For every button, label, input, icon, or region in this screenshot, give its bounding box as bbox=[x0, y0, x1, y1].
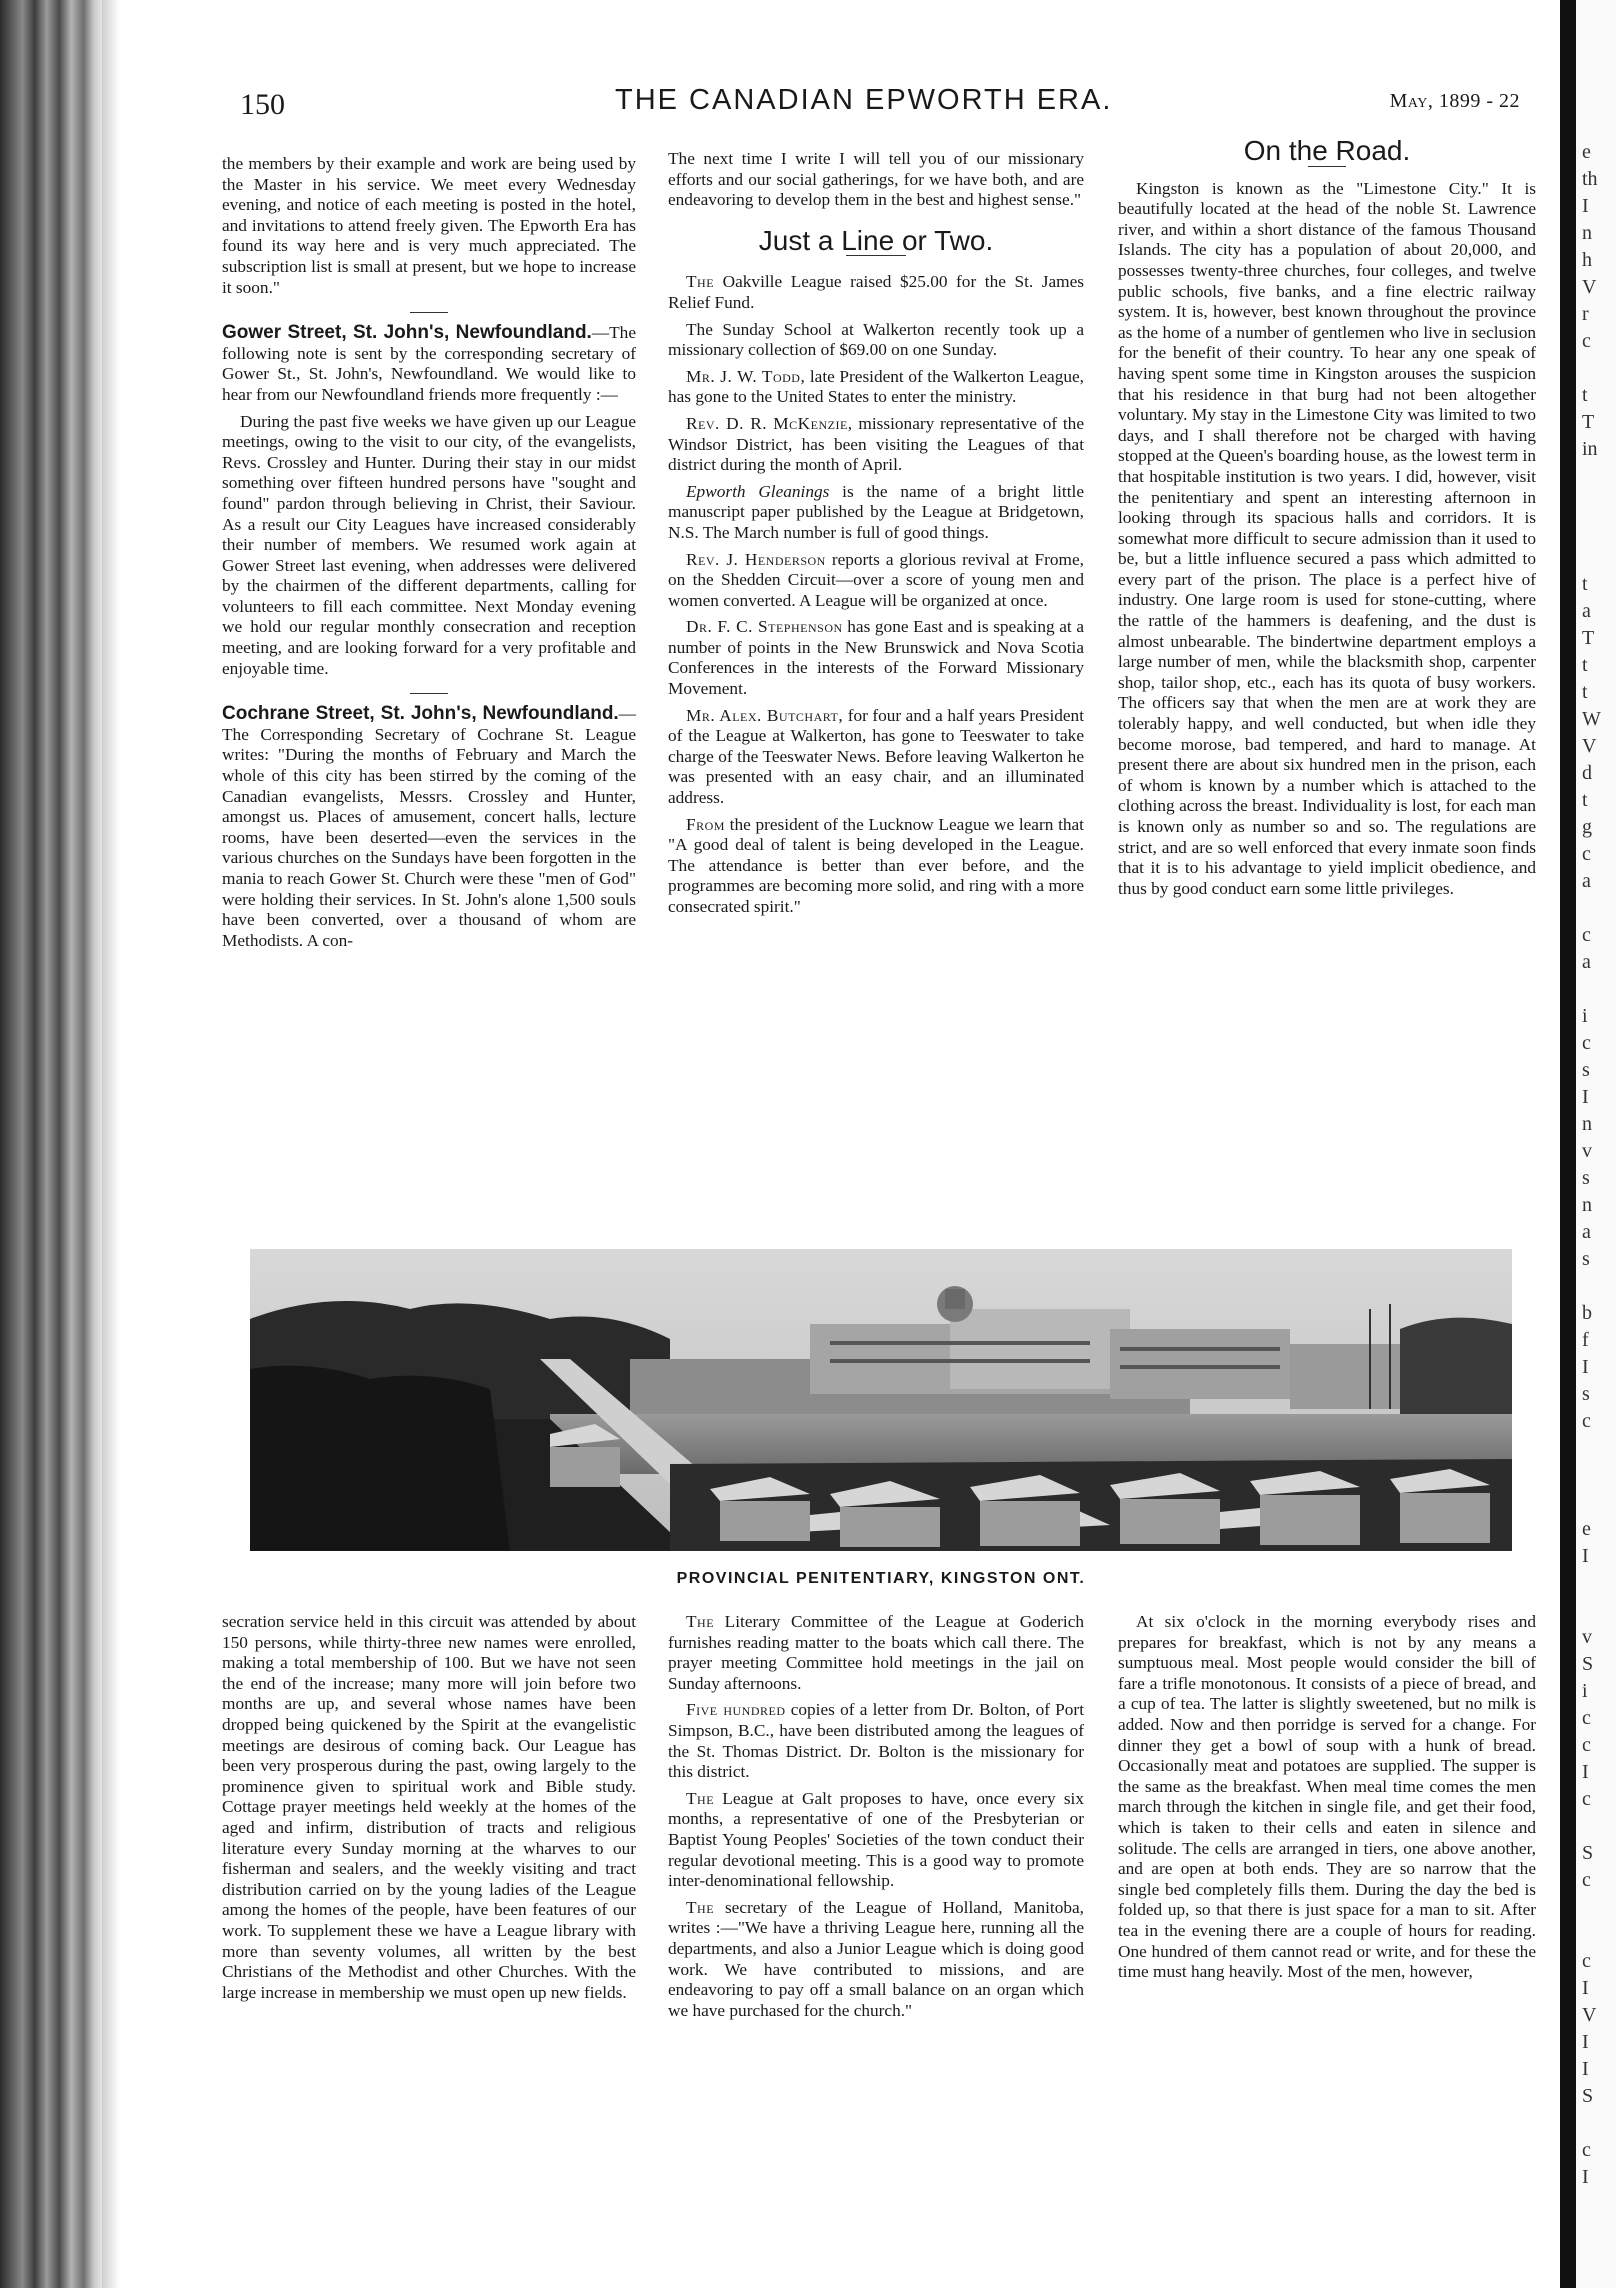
paragraph: the members by their example and work are being used by the Master in his service. We meet every Wednesday evening, and notice of each meeting is posted in the hotel, and invitations to attend freely given. The Epworth Era has found its way here and is very much appreciated. The subscription list is small at present, but we hope to increase it soon." bbox=[222, 154, 636, 297]
news-item-lead: Epworth Gleanings bbox=[686, 481, 830, 501]
next-page-fragment: I bbox=[1582, 1356, 1589, 1378]
next-page-fragment: t bbox=[1582, 384, 1588, 406]
page-shadow bbox=[102, 0, 120, 2288]
next-page-fragment: I bbox=[1582, 2058, 1589, 2080]
paragraph: Kingston is known as the "Limestone City." It is beautifully located at the head of the noble St. Lawrence river, and within a short distance of the famous Thousand Islands. The city has a population of about 20,000, and possesses twenty-three churches, four colleges, and twelve public schools, five banks, and a fine electric railway system. It is, however, best known throughout the province as the home of a number of gentlemen who live in seclusion for the benefit of their country. To hear any one speak of having spent some time in Kingston arouses the suspicion that his residence in that burg had not been altogether voluntary. My stay in the Limestone City was limited to two days, and I shall therefore not be charged with having stopped at the Queen's boarding house, as the lowest term in that hospitable institution is two years. I did, however, visit the penitentiary and spent an interesting afternoon in looking through its spacious halls and corridors. It is somewhat more difficult to secure admission than it used to be, but a little influence secured a pass which admitted to every part of the prison. The place is a perfect hive of industry. One large room is used for stone-cutting, where the rattle of the hammers is deafening, and the dust is almost unbearable. The bindertwine department employs a large number of men, while the blacksmith shop, carpenter shop, tailor shop, etc., each has its quota of busy workers. The officers say that when the men are at work they are tolerably happy, and well conducted, but when idle they become morose, bad tempered, and hard to manage. At present there are about six hundred men in the prison, each of whom is known by a number which is attached to the clothing across the breast. Individuality is lost, for each man is known only as number so and so. The regulations are strict, and are so well enforced that every inmate soon finds that it is to his advantage to yield implicit obedience, and thus by good conduct earn some little privileges. bbox=[1118, 178, 1536, 898]
news-item bbox=[668, 706, 1084, 809]
news-item-text: late President of the Walkerton League, has gone to the United States to enter the ministry. bbox=[668, 366, 1084, 407]
next-page-fragment: c bbox=[1582, 330, 1591, 352]
news-items bbox=[668, 272, 1084, 917]
paragraph: During the past five weeks we have given up our League meetings, owing to the visit to our city, of the evangelists, Revs. Crossley and Hunter. During their stay in our midst something over fifteen hundred persons have "sought and found" pardon through believing in Christ, their Saviour. As a result our City Leagues have increased considerably their number of members. We resumed work again at Gower Street last evening, when addresses were delivered by the chairmen of the different departments, calling for volunteers to fill each committee. Next Monday evening we hold our regular monthly consecration and reception meeting, and are looking forward for a very profitable and enjoyable time. bbox=[222, 411, 636, 678]
penitentiary-photo bbox=[250, 1249, 1512, 1551]
next-page-fragment: s bbox=[1582, 1059, 1590, 1081]
paragraph bbox=[222, 704, 636, 951]
next-page-fragment: v bbox=[1582, 1626, 1592, 1648]
next-page-fragment: c bbox=[1582, 843, 1591, 865]
next-page-fragment: S bbox=[1582, 2085, 1594, 2107]
next-page-fragment: c bbox=[1582, 1950, 1591, 1972]
news-item-lead: The bbox=[686, 1897, 715, 1917]
next-page-fragment: t bbox=[1582, 573, 1588, 595]
news-item-text: Literary Committee of the League at Goderich furnishes reading matter to the boats which call there. The prayer meeting Committee hold meetings in the jail on Sunday afternoons. bbox=[668, 1612, 1084, 1693]
news-item-lead: Rev. J. Henderson bbox=[686, 549, 826, 569]
news-item-lead: Dr. F. C. Stephenson bbox=[686, 617, 843, 637]
next-page-fragment: c bbox=[1582, 1707, 1591, 1729]
news-item-text: The Sunday School at Walkerton recently took up a missionary collection of $69.00 on one Sunday. bbox=[668, 319, 1084, 360]
next-page-fragment: th bbox=[1582, 168, 1598, 190]
next-page-fragment: n bbox=[1582, 222, 1592, 244]
news-item-lead: Five hundred bbox=[686, 1700, 786, 1720]
column-3-bottom bbox=[1118, 1612, 1536, 1989]
news-item-lead: From bbox=[686, 814, 725, 834]
section-title-just-a-line: Just a Line or Two. bbox=[758, 224, 994, 256]
news-item-lead: Mr. J. W. Todd, bbox=[686, 366, 806, 386]
next-page-fragment: c bbox=[1582, 1788, 1591, 1810]
news-item bbox=[668, 1700, 1084, 1782]
next-page-fragment: S bbox=[1582, 1653, 1594, 1675]
next-page-fragment: a bbox=[1582, 951, 1591, 973]
paragraph-text: —The Corresponding Secretary of Cochrane St. League writes: "During the months of February and March the whole of this city has been stirred by the coming of the Canadian evangelists, Messrs. Crossley and Hunter, amongst us. Places of amusement, concert halls, lecture rooms, have been deserted—even the services in the various churches on the Sundays have been forgotten in the mania to reach Gower St. Church were these "men of God" were holding their services. In St. John's alone 1,500 souls have been converted, over a thousand of whom are Methodists. A con- bbox=[222, 704, 636, 950]
news-item bbox=[668, 617, 1084, 699]
news-item bbox=[668, 1898, 1084, 2022]
subheading-gower: Gower Street, St. John's, Newfoundland. bbox=[222, 322, 592, 344]
column-1-bottom bbox=[222, 1612, 636, 2009]
next-page-edge bbox=[1576, 0, 1616, 2288]
news-item-text: missionary representative of the Windsor District, has been visiting the Leagues of that district during the month of April. bbox=[668, 413, 1084, 475]
news-item-text: is the name of a bright little manuscript paper published by the League at Bridgetown, N.S. The March number is full of good things. bbox=[668, 481, 1084, 542]
next-page-fragment: c bbox=[1582, 1734, 1591, 1756]
next-page-fragment: b bbox=[1582, 1302, 1592, 1324]
news-item-lead: Mr. Alex. Butchart, bbox=[686, 705, 844, 725]
news-item-text: the president of the Lucknow League we learn that "A good deal of talent is being developed in the League. The attendance is better than ever before, and the programmes are becoming more solid, and ring with a more consecrated spirit." bbox=[668, 814, 1084, 916]
news-item bbox=[668, 1789, 1084, 1892]
news-item-text: Oakville League raised $25.00 for the St. James Relief Fund. bbox=[668, 272, 1084, 312]
news-item-lead: The bbox=[686, 272, 715, 292]
section-title-on-the-road: On the Road. bbox=[1243, 135, 1411, 166]
news-item bbox=[668, 272, 1084, 313]
photo-image bbox=[250, 1249, 1512, 1551]
news-item-lead: The bbox=[686, 1788, 715, 1808]
next-page-fragment: i bbox=[1582, 1680, 1588, 1702]
news-item-lead: The bbox=[686, 1612, 715, 1631]
next-page-fragment: c bbox=[1582, 1032, 1591, 1054]
next-page-fragment: c bbox=[1582, 2139, 1591, 2161]
next-page-fragment: v bbox=[1582, 1140, 1592, 1162]
next-page-fragment: W bbox=[1582, 708, 1601, 730]
news-items bbox=[668, 1612, 1084, 2021]
next-page-fragment: I bbox=[1582, 195, 1589, 217]
news-item-text: League at Galt proposes to have, once every six months, a representative of one of the Presbyterian or Baptist Young Peoples' Societies of the town conduct their regular devotional meeting. This is a good way to promote inter-denominational fellowship. bbox=[668, 1788, 1084, 1891]
next-page-fragment: S bbox=[1582, 1842, 1594, 1864]
next-page-fragment: r bbox=[1582, 303, 1589, 325]
news-item-lead: Rev. D. R. McKenzie, bbox=[686, 413, 853, 433]
next-page-fragment: d bbox=[1582, 762, 1592, 784]
news-item bbox=[668, 482, 1084, 544]
next-page-fragment: s bbox=[1582, 1167, 1590, 1189]
next-page-fragment: t bbox=[1582, 789, 1588, 811]
paragraph bbox=[222, 323, 636, 405]
next-page-fragment: c bbox=[1582, 1869, 1591, 1891]
column-2-top bbox=[668, 149, 1084, 924]
next-page-fragment: a bbox=[1582, 600, 1591, 622]
subheading-cochrane: Cochrane Street, St. John's, Newfoundland. bbox=[222, 703, 619, 725]
news-item bbox=[668, 414, 1084, 476]
next-page-fragment: s bbox=[1582, 1248, 1590, 1270]
next-page-fragment: I bbox=[1582, 1977, 1589, 1999]
news-item bbox=[668, 367, 1084, 408]
divider bbox=[410, 693, 448, 694]
news-item-text: for four and a half years President of the League at Walkerton, has gone to Teeswater to take charge of the Teeswater News. Before leaving Walkerton he was presented with an easy chair, and an illuminated address. bbox=[668, 705, 1084, 808]
news-item-text: reports a glorious revival at Frome, on the Shedden Circuit—over a score of young men and women converted. A League will be organized at once. bbox=[668, 549, 1084, 610]
next-page-fragment: T bbox=[1582, 627, 1595, 649]
page-gutter bbox=[1560, 0, 1576, 2288]
next-page-fragment: n bbox=[1582, 1113, 1592, 1135]
next-page-fragment: e bbox=[1582, 1518, 1591, 1540]
news-item-text: has gone East and is speaking at a number of points in the New Brunswick and Nova Scotia Conferences in the interests of the Forward Missionary Movement. bbox=[668, 617, 1084, 699]
news-item bbox=[668, 815, 1084, 918]
next-page-fragment: c bbox=[1582, 1410, 1591, 1432]
next-page-fragment: I bbox=[1582, 1086, 1589, 1108]
next-page-fragment: I bbox=[1582, 1545, 1589, 1567]
next-page-fragment: n bbox=[1582, 1194, 1592, 1216]
next-page-fragment: t bbox=[1582, 681, 1588, 703]
next-page-fragment: T bbox=[1582, 411, 1595, 433]
photo-caption: PROVINCIAL PENITENTIARY, KINGSTON ONT. bbox=[676, 1570, 1086, 1587]
next-page-fragment: h bbox=[1582, 249, 1592, 271]
next-page-fragment: e bbox=[1582, 141, 1591, 163]
divider bbox=[410, 312, 448, 313]
next-page-fragment: V bbox=[1582, 2004, 1597, 2026]
paragraph: secration service held in this circuit was attended by about 150 persons, while thirty-three new names were enrolled, making a total membership of 100. But we have not seen the end of the increase; many more will join before two months are up, and several whose names have been dropped being quickened by the Spirit at the evangelistic meetings are desirous of coming back. Our League has been very prosperous during the past, owing largely to the prominence given to spiritual work and Bible study. Cottage prayer meetings held weekly at the homes of the aged and infirm, distribution of tracts and religious literature every Sunday morning at the wharves to our fisherman and sealers, and the weekly visiting and tract distribution carried on by the young ladies of the League among the homes of the people, have been features of our work. To supplement these we have a League library with more than seventy volumes, all written by the best Christians of the Methodist and other Churches. With the large increase in membership we must open up new fields. bbox=[222, 1612, 636, 2002]
next-page-fragment: t bbox=[1582, 654, 1588, 676]
magazine-title: THE CANADIAN EPWORTH ERA. bbox=[615, 84, 1113, 116]
page-number: 150 bbox=[240, 88, 285, 121]
paragraph-text: —The following note is sent by the corresponding secretary of Gower St., St. John's, Newfoundland. We would like to hear from our Newfoundland friends more frequently :— bbox=[222, 323, 636, 404]
paragraph: The next time I write I will tell you of our missionary efforts and our social gatherings, for we have both, and are endeavoring to develop them in the best and highest sense." bbox=[668, 149, 1084, 210]
next-page-fragment: I bbox=[1582, 2031, 1589, 2053]
next-page-fragment: I bbox=[1582, 1761, 1589, 1783]
next-page-fragment: s bbox=[1582, 1383, 1590, 1405]
next-page-fragment: V bbox=[1582, 735, 1597, 757]
next-page-fragment: c bbox=[1582, 924, 1591, 946]
issue-date: May, 1899 - 22 bbox=[1389, 90, 1520, 112]
next-page-fragment: f bbox=[1582, 1329, 1589, 1351]
news-item-text: copies of a letter from Dr. Bolton, of Port Simpson, B.C., have been distributed among the leagues of the St. Thomas District. Dr. Bolton is the missionary for this district. bbox=[668, 1700, 1084, 1782]
next-page-fragment: a bbox=[1582, 870, 1591, 892]
book-binding bbox=[0, 0, 102, 2288]
news-item-text: secretary of the League of Holland, Manitoba, writes :—"We have a thriving League here, running all the departments, and also a Junior League which is doing good work. We have contributed to missions, and are endeavoring to pay off a small balance on an organ which we have purchased for the church." bbox=[668, 1897, 1084, 2020]
page-header bbox=[230, 84, 1520, 124]
column-3-top bbox=[1118, 137, 1536, 905]
column-2-bottom bbox=[668, 1612, 1084, 2027]
next-page-fragment: a bbox=[1582, 1221, 1591, 1243]
news-item bbox=[668, 550, 1084, 612]
next-page-fragment: in bbox=[1582, 438, 1598, 460]
news-item bbox=[668, 1612, 1084, 1694]
column-1-top bbox=[222, 154, 636, 957]
paragraph: At six o'clock in the morning everybody rises and prepares for breakfast, which is not by any means a sumptuous meal. Most people would consider the bill of fare a trifle monotonous. It consists of a piece of bread, and a cup of tea. The latter is slightly sweetened, but no milk is added. Now and then porridge is served for a change. For dinner they get a bowl of soup with a hunk of bread. Occasionally meat and potatoes are supplied. The supper is the same as the breakfast. When meal time comes the men march through the kitchen in single file, and get their food, which is taken to their cells and eaten in silence and solitude. The cells are arranged in tiers, one above another, and are open at both ends. They are so narrow that the single bed completely fills them. During the day the bed is folded up, so that there is just space for a man to sit. After tea in the evening there are a couple of hours for reading. One hundred of them cannot read or write, and for these the time must hang heavily. Most of the men, however, bbox=[1118, 1612, 1536, 1982]
next-page-fragment: V bbox=[1582, 276, 1597, 298]
next-page-fragment: g bbox=[1582, 816, 1592, 838]
next-page-fragment: I bbox=[1582, 2166, 1589, 2188]
news-item bbox=[668, 320, 1084, 361]
next-page-fragment: i bbox=[1582, 1005, 1588, 1027]
